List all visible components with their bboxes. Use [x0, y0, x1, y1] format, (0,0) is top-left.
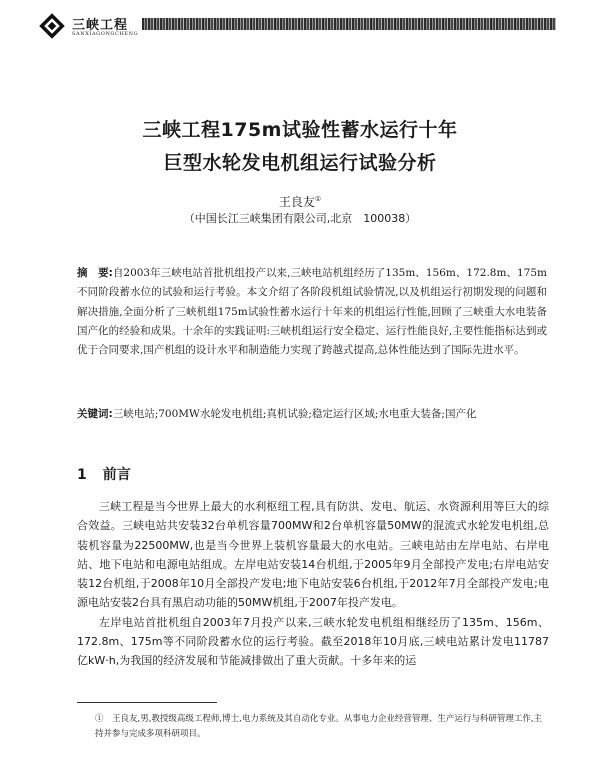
author-note-marker: ① [314, 195, 322, 203]
journal-pinyin: SANXIAGONGCHENG [72, 31, 139, 37]
section-number: 1 [77, 467, 87, 483]
footnote-marker: ① [95, 714, 104, 724]
keywords [77, 405, 547, 424]
body-paragraph: 左岸电站首批机组自2003年7月投产以来,三峡水轮发电机组相继经历了135m、156m、172.8m、175m等不同阶段蓄水位的运行考验。截至2018年10月底,三峡电站累计发电11787亿kW·h,为我国的经济发展和节能减排做出了重大贡献。十多年来的运 [77, 615, 549, 668]
body-paragraph: 三峡工程是当今世界上最大的水利枢纽工程,具有防洪、发电、航运、水资源利用等巨大的综合效益。三峡电站共安装32台单机容量700MW和2台单机容量50MW的混流式水轮发电机组,总装机容量为22500MW,也是当今世界上装机容量最大的水电站。三峡电站由左岸电站、右岸电站、地下电站和电源电站组成。左岸电站安装14台机组,于2005年9月全部投产发电;右岸电站安装12台机组,于2008年10月全部投产发电;地下电站安装6台机组,于2012年7月全部投产发电;电源电站安装2台具有黑启动功能的50MW机组,于2007年投产发电。 [77, 500, 549, 610]
abstract-label: 摘 要: [77, 267, 113, 279]
footnote-divider [77, 702, 217, 703]
affiliation: （中国长江三峡集团有限公司,北京 100038） [183, 212, 417, 225]
author [0, 193, 600, 210]
keywords-label: 关键词: [77, 408, 113, 420]
article-title-line1: 三峡工程175m试验性蓄水运行十年 [142, 119, 458, 141]
article-title-line2: 巨型水轮发电机组运行试验分析 [163, 152, 437, 174]
header-decorative-band [142, 18, 556, 30]
section-title: 前言 [102, 467, 131, 483]
journal-logo-icon [38, 12, 66, 40]
author-name: 王良友 [278, 195, 315, 209]
footnote-text: 王良友,男,教授级高级工程师,博士,电力系统及其自动化专业。从事电力企业经营管理、生产运行与科研管理工作,主持并参与完成多项科研项目。 [95, 714, 543, 739]
journal-header [38, 10, 558, 44]
abstract [77, 264, 547, 360]
section-heading [77, 464, 131, 484]
abstract-text: 自2003年三峡电站首批机组投产以来,三峡电站机组经历了135m、156m、172.8m、175m不同阶段蓄水位的试验和运行考验。本文介绍了各阶段机组试验情况,以及机组运行初期发现的问题和解决措施,全面分析了三峡机组175m试验性蓄水运行十年来的机组运行性能,回顾了三峡重大水电装备国产化的经验和成果。十余年的实践证明:三峡机组运行安全稳定、运行性能良好,主要性能指标达到或优于合同要求,国产机组的设计水平和制造能力实现了跨越式提高,总体性能达到了国际先进水平。 [77, 267, 547, 357]
section-body [77, 497, 549, 671]
journal-name: 三峡工程 [72, 18, 129, 33]
keywords-text: 三峡电站;700MW水轮发电机组;真机试验;稳定运行区域;水电重大装备;国产化 [112, 408, 477, 420]
footnote [95, 712, 550, 742]
